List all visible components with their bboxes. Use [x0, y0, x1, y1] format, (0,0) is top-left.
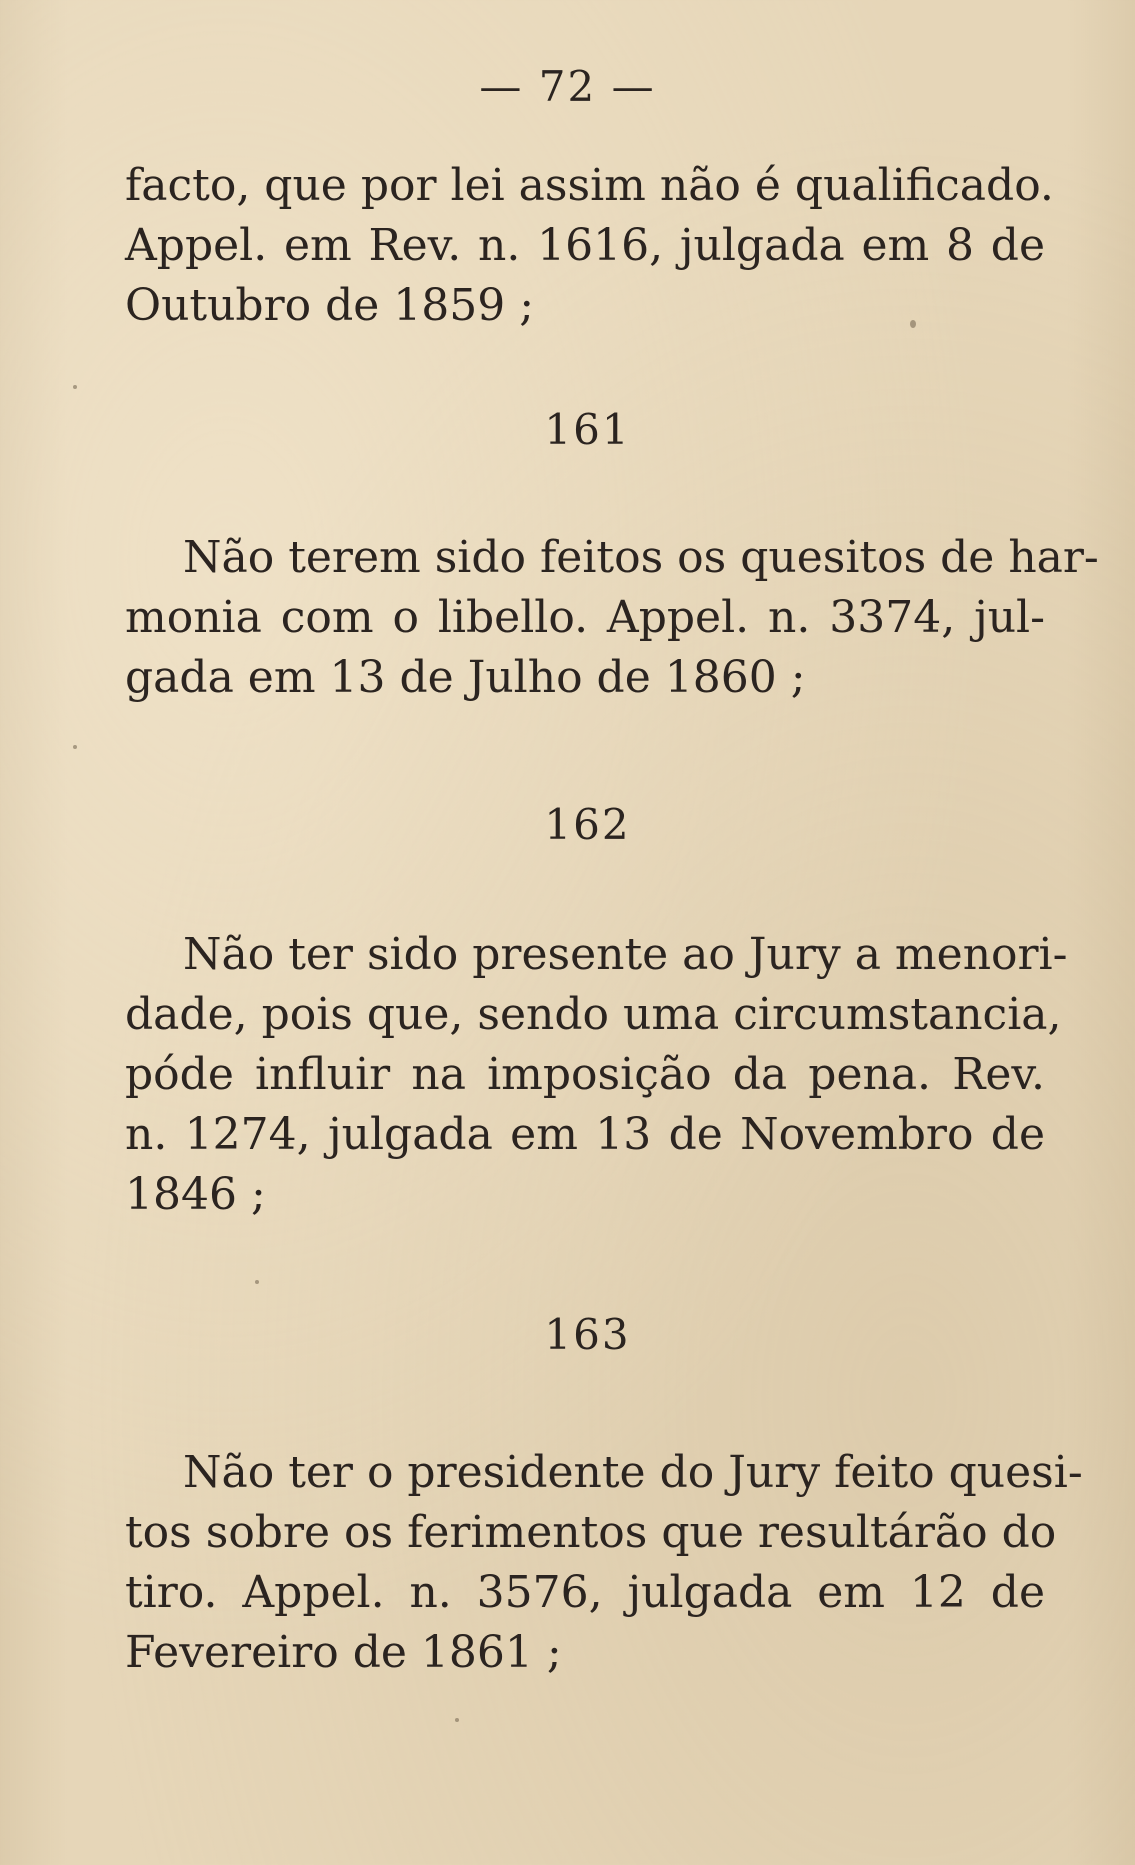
paper-speck	[73, 385, 77, 389]
text-line: Outubro de 1859 ;	[125, 280, 535, 331]
text-line: facto, que por lei assim não é qualificado.	[125, 160, 1054, 211]
section-number-162: 162	[544, 800, 631, 849]
section-number-161: 161	[544, 405, 631, 454]
paragraph-continuation	[125, 156, 1054, 336]
paragraph-162	[125, 925, 1068, 1225]
text-line: Não ter o presidente do Jury feito quesi-	[183, 1447, 1083, 1498]
paragraph-161	[125, 528, 1099, 708]
text-line: tos sobre os ferimentos que resultárão do	[125, 1507, 1057, 1558]
text-line: Appel. em Rev. n. 1616, julgada em 8 de	[125, 220, 1045, 271]
page-number: — 72 —	[479, 62, 656, 111]
text-line: 1846 ;	[125, 1169, 266, 1220]
paper-speck	[910, 320, 916, 328]
text-line: n. 1274, julgada em 13 de Novembro de	[125, 1109, 1045, 1160]
paper-speck	[73, 745, 77, 749]
paragraph-163	[125, 1443, 1083, 1683]
text-line: gada em 13 de Julho de 1860 ;	[125, 652, 806, 703]
text-line: póde influir na imposição da pena. Rev.	[125, 1049, 1045, 1100]
text-line: monia com o libello. Appel. n. 3374, jul-	[125, 592, 1045, 643]
paper-speck	[255, 1280, 259, 1284]
paper-speck	[455, 1718, 459, 1722]
text-line: Não terem sido feitos os quesitos de har-	[183, 532, 1099, 583]
text-line: Não ter sido presente ao Jury a menori-	[183, 929, 1068, 980]
text-line: Fevereiro de 1861 ;	[125, 1627, 562, 1678]
text-line: dade, pois que, sendo uma circumstancia,	[125, 989, 1062, 1040]
section-number-163: 163	[544, 1310, 631, 1359]
text-line: tiro. Appel. n. 3576, julgada em 12 de	[125, 1567, 1045, 1618]
